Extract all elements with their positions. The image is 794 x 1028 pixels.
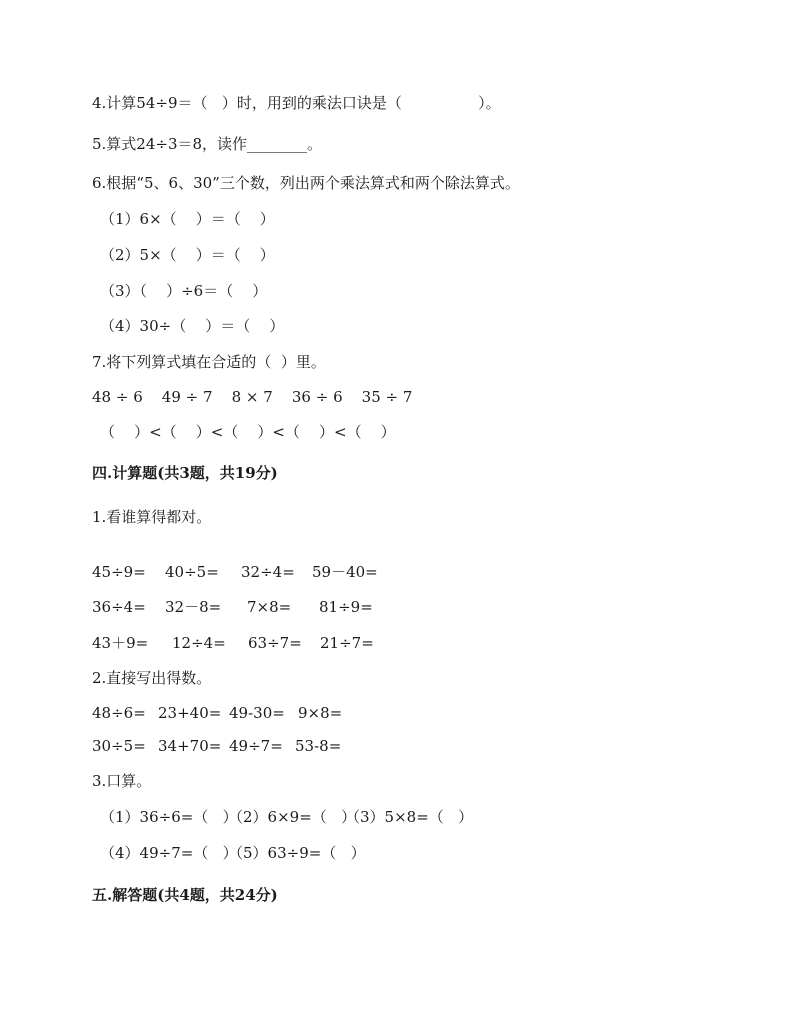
calc-item: （5）63÷9=（ ） (228, 844, 366, 862)
calc-item: 43＋9= (92, 634, 149, 652)
calc-item: （4）49÷7=（ ） (100, 844, 238, 862)
question-6-item: （3）（ ）÷6＝（ ） (100, 282, 268, 300)
question-7-expressions: 48 ÷ 6 49 ÷ 7 8 × 7 36 ÷ 6 35 ÷ 7 (92, 388, 413, 406)
calc-item: 53-8= (295, 737, 342, 755)
question-5: 5.算式24÷3＝8，读作________。 (92, 135, 323, 153)
calc-item: 63÷7= (248, 634, 302, 652)
calc-item: 32－8= (165, 598, 222, 616)
section-4-q1-prompt: 1.看谁算得都对。 (92, 508, 212, 526)
calc-item: 36÷4= (92, 598, 146, 616)
calc-item: （1）36÷6=（ ） (100, 808, 238, 826)
question-6-prompt: 6.根据“5、6、30”三个数，列出两个乘法算式和两个除法算式。 (92, 174, 520, 192)
calc-item: 40÷5= (165, 563, 219, 581)
calc-item: 49÷7= (229, 737, 283, 755)
calc-item: 7×8= (247, 598, 292, 616)
calc-item: 23+40= (158, 704, 222, 722)
section-4-title: 四.计算题(共3题，共19分) (92, 464, 278, 482)
section-5-title: 五.解答题(共4题，共24分) (92, 886, 278, 904)
calc-item: （2）6×9=（ ） (228, 808, 357, 826)
calc-item: 49-30= (229, 704, 285, 722)
question-7-prompt: 7.将下列算式填在合适的（ ）里。 (92, 353, 326, 371)
question-6-item: （2）5×（ ）＝（ ） (100, 246, 275, 264)
calc-item: 48÷6= (92, 704, 146, 722)
calc-item: 30÷5= (92, 737, 146, 755)
calc-item: 81÷9= (319, 598, 373, 616)
calc-item: （3）5×8=（ ） (345, 808, 474, 826)
calc-item: 21÷7= (320, 634, 374, 652)
calc-item: 45÷9= (92, 563, 146, 581)
calc-item: 9×8= (298, 704, 343, 722)
question-7-blanks: （ ）<（ ）<（ ）<（ ）<（ ） (100, 423, 396, 441)
calc-item: 59－40= (312, 563, 378, 581)
calc-item: 34+70= (158, 737, 222, 755)
section-4-q2-prompt: 2.直接写出得数。 (92, 669, 212, 687)
question-4: 4.计算54÷9＝（ ）时，用到的乘法口诀是（ ）。 (92, 94, 501, 112)
section-4-q3-prompt: 3.口算。 (92, 772, 152, 790)
question-6-item: （1）6×（ ）＝（ ） (100, 210, 275, 228)
calc-item: 32÷4= (241, 563, 295, 581)
calc-item: 12÷4= (172, 634, 226, 652)
question-6-item: （4）30÷（ ）＝（ ） (100, 317, 285, 335)
